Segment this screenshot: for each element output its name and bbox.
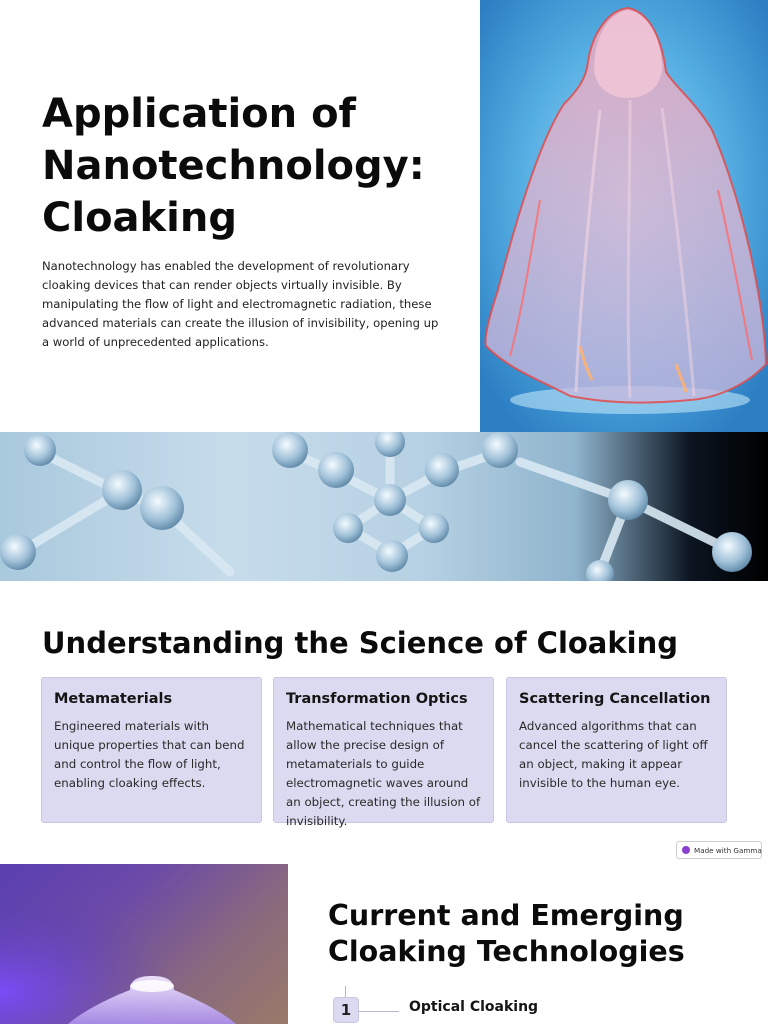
technologies-section-title: Current and Emerging Cloaking Technologies — [328, 899, 685, 968]
card-description: Advanced algorithms that can cancel the scattering of light off an object, making it appear invisible to the human eye. — [519, 719, 708, 790]
card-metamaterials — [41, 677, 262, 823]
device-illustration — [0, 864, 288, 1024]
nanostructure-banner-image — [0, 432, 768, 581]
glowing-device-image — [0, 864, 288, 1024]
card-description: Engineered materials with unique properties that can bend and control the flow of light, enabling cloaking effects. — [54, 719, 245, 790]
gamma-logo-icon — [682, 846, 690, 854]
science-section-title: Understanding the Science of Cloaking — [42, 626, 679, 660]
slide-cloaking-intro — [0, 0, 768, 432]
badge-label: Made with Gamma — [694, 845, 762, 855]
molecular-lattice-illustration — [0, 432, 768, 581]
cloak-illustration — [480, 0, 768, 432]
science-cards — [41, 677, 727, 828]
card-title: Transformation Optics — [286, 691, 468, 707]
card-transformation-optics — [273, 677, 494, 828]
made-with-gamma-badge[interactable] — [676, 841, 762, 859]
hooded-cloak-image — [480, 0, 768, 432]
card-scattering-cancellation — [506, 677, 727, 823]
step-title-optical-cloaking: Optical Cloaking — [409, 999, 539, 1015]
slide-intro-paragraph: Nanotechnology has enabled the development of revolutionary cloaking devices that can render objects virtually invisible. By manipulating the flow of light and electromagnetic radiation, these advanced materials can create the illusion of invisibility, opening up a world of unprecedented applications. — [42, 259, 439, 349]
card-title: Scattering Cancellation — [519, 691, 711, 707]
card-description: Mathematical techniques that allow the precise design of metamaterials to guide electromagnetic waves around an object, creating the illusion of invisibility. — [286, 719, 481, 828]
step-number-badge: 1 — [333, 997, 359, 1023]
slide-title: Application of Nanotechnology: Cloaking — [42, 91, 425, 241]
step-connector — [359, 1011, 399, 1012]
card-title: Metamaterials — [54, 691, 173, 707]
